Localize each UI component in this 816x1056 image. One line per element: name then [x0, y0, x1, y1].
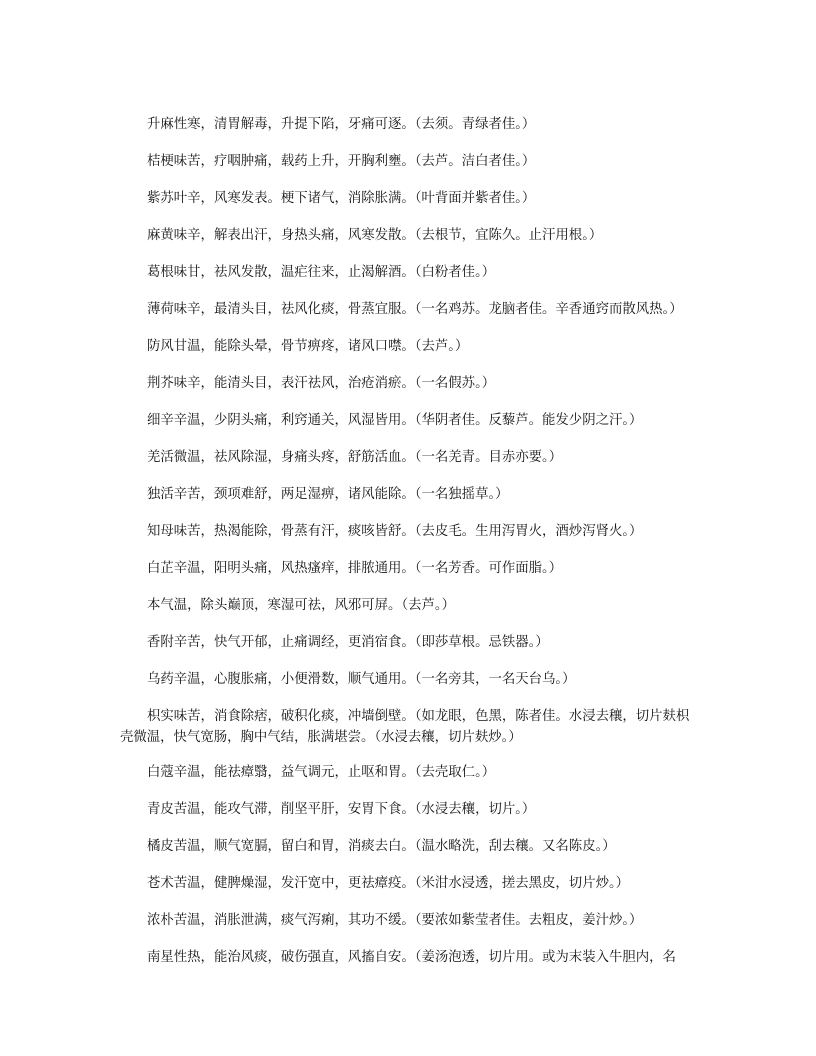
paragraph: 荆芥味辛，能清头目，表汗祛风，治疮消瘀。（一名假苏。） — [147, 376, 496, 391]
paragraph: 薄荷味辛，最清头目，祛风化痰，骨蒸宜服。（一名鸡苏。龙脑者佳。辛香通窍而散风热。） — [147, 302, 683, 317]
text-body — [120, 114, 698, 984]
paragraph: 香附辛苦，快气开郁，止痛调经，更消宿食。（即莎草根。忌铁器。） — [147, 635, 549, 650]
paragraph: 青皮苦温，能攻气滞，削坚平肝，安胃下食。（水浸去穰，切片。） — [147, 802, 536, 817]
paragraph: 桔梗味苦，疗咽肿痛，载药上升，开胸利壅。（去芦。洁白者佳。） — [147, 154, 536, 169]
paragraph: 麻黄味辛，解表出汗，身热头痛，风寒发散。（去根节，宜陈久。止汗用根。） — [147, 228, 603, 243]
paragraph: 白芷辛温，阳明头痛，风热瘙痒，排脓通用。（一名芳香。可作面脂。） — [147, 561, 563, 576]
paragraph: 浓朴苦温，消胀泄满，痰气泻痢，其功不缓。（要浓如紫莹者佳。去粗皮，姜汁炒。） — [147, 913, 643, 928]
paragraph: 葛根味甘，祛风发散，温疟往来，止渴解酒。（白粉者佳。） — [147, 265, 496, 280]
paragraph: 紫苏叶辛，风寒发表。梗下诸气，消除胀满。（叶背面并紫者佳。） — [147, 191, 536, 206]
paragraph: 升麻性寒，清胃解毒，升提下陷，牙痛可逐。（去须。青绿者佳。） — [147, 117, 536, 132]
paragraph: 白蔻辛温，能祛瘴翳，益气调元，止呕和胃。（去壳取仁。） — [147, 765, 496, 780]
paragraph: 羌活微温，祛风除湿，身痛头疼，舒筋活血。（一名羌青。目赤亦要。） — [147, 450, 563, 465]
paragraph: 防风甘温，能除头晕，骨节痹疼，诸风口噤。（去芦。） — [147, 339, 469, 354]
paragraph: 枳实味苦，消食除痞，破积化痰，冲墙倒壁。（如龙眼，色黑，陈者佳。水浸去穰，切片麸枳壳微温，快气宽肠，胸中气结，胀满堪尝。（水浸去穰，切片麸炒。） — [120, 709, 690, 745]
paragraph: 知母味苦，热渴能除，骨蒸有汗，痰咳皆舒。（去皮毛。生用泻胃火，酒炒泻肾火。） — [147, 524, 643, 539]
paragraph: 本气温，除头巅顶，寒湿可祛，风邪可屏。（去芦。） — [147, 598, 455, 613]
paragraph: 苍术苦温，健脾燥湿，发汗宽中，更祛瘴疫。（米泔水浸透，搓去黑皮，切片炒。） — [147, 876, 630, 891]
paragraph: 乌药辛温，心腹胀痛，小便滑数，顺气通用。（一名旁其，一名天台乌。） — [147, 672, 576, 687]
paragraph: 南星性热，能治风痰，破伤强直，风搐自安。（姜汤泡透，切片用。或为末装入牛胆内，名 — [147, 950, 676, 965]
paragraph: 独活辛苦，颈项难舒，两足湿痹，诸风能除。（一名独摇草。） — [147, 487, 509, 502]
paragraph: 橘皮苦温，顺气宽膈，留白和胃，消痰去白。（温水略洗，刮去穰。又名陈皮。） — [147, 839, 616, 854]
paragraph: 细辛辛温，少阴头痛，利窍通关，风湿皆用。（华阴者佳。反藜芦。能发少阴之汗。） — [147, 413, 643, 428]
